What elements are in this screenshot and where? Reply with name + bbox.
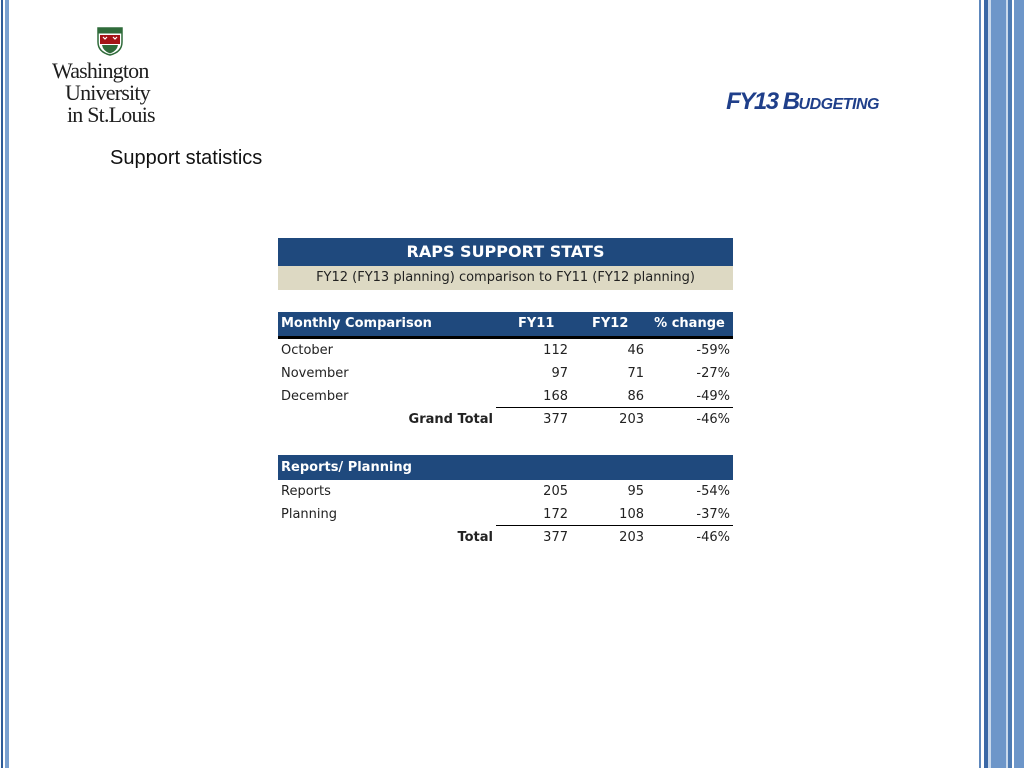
stats-banner-title: RAPS SUPPORT STATS: [278, 238, 733, 266]
row-pct: -37%: [646, 503, 733, 526]
slide-title: [726, 88, 879, 116]
slide-border-right: [976, 0, 1024, 768]
row-pct: -59%: [696, 343, 730, 358]
shield-icon: [96, 26, 124, 56]
row-pct: -49%: [646, 385, 733, 408]
row-fy11: 97: [551, 366, 568, 381]
table-row: [278, 362, 733, 385]
row-pct: -54%: [696, 484, 730, 499]
monthly-header-label: Monthly Comparison: [281, 316, 432, 331]
total-pct: -46%: [696, 412, 730, 427]
logo-line-1: Washington: [52, 58, 149, 83]
header-fy12: FY12: [592, 316, 629, 331]
row-label: October: [281, 343, 334, 358]
reports-total-label: Total: [457, 530, 493, 545]
row-fy12: 95: [627, 484, 644, 499]
grand-total-label: Grand Total: [408, 412, 493, 427]
row-fy12: 108: [570, 503, 646, 526]
slide-subtitle: Support statistics: [110, 147, 263, 169]
row-fy12: 46: [627, 343, 644, 358]
total-pct: -46%: [696, 530, 730, 545]
row-label: Reports: [281, 484, 331, 499]
total-fy12: 203: [619, 412, 644, 427]
row-fy11: 205: [543, 484, 568, 499]
logo-line-2: University: [65, 80, 150, 105]
table-row: [278, 503, 733, 526]
monthly-header-row: [278, 312, 733, 339]
stats-banner-subtitle: FY12 (FY13 planning) comparison to FY11 (FY12 planning): [278, 266, 733, 290]
total-fy11: 377: [543, 530, 568, 545]
logo-line-3: in St.Louis: [67, 102, 155, 127]
total-fy11: 377: [543, 412, 568, 427]
row-fy11: 112: [543, 343, 568, 358]
row-label: Planning: [281, 507, 337, 522]
table-row: [278, 385, 733, 408]
table-row: [278, 339, 733, 362]
grand-total-row: [278, 408, 733, 431]
row-label: November: [281, 366, 349, 381]
header-pct-change: % change: [654, 316, 725, 331]
support-stats-table: [278, 238, 733, 549]
row-fy11: 168: [496, 385, 570, 408]
reports-total-row: [278, 526, 733, 549]
university-logo: [50, 26, 180, 132]
header-fy11: FY11: [518, 316, 555, 331]
reports-header-row: [278, 455, 733, 480]
total-fy12: 203: [619, 530, 644, 545]
table-row: [278, 480, 733, 503]
row-fy12: 86: [570, 385, 646, 408]
row-label: December: [281, 389, 349, 404]
slide-title-small-caps: UDGETING: [798, 96, 879, 113]
reports-header-label: Reports/ Planning: [281, 460, 412, 475]
row-fy12: 71: [627, 366, 644, 381]
slide-title-main: FY13 B: [726, 88, 799, 115]
slide-border-left: [0, 0, 10, 768]
row-pct: -27%: [696, 366, 730, 381]
row-fy11: 172: [496, 503, 570, 526]
